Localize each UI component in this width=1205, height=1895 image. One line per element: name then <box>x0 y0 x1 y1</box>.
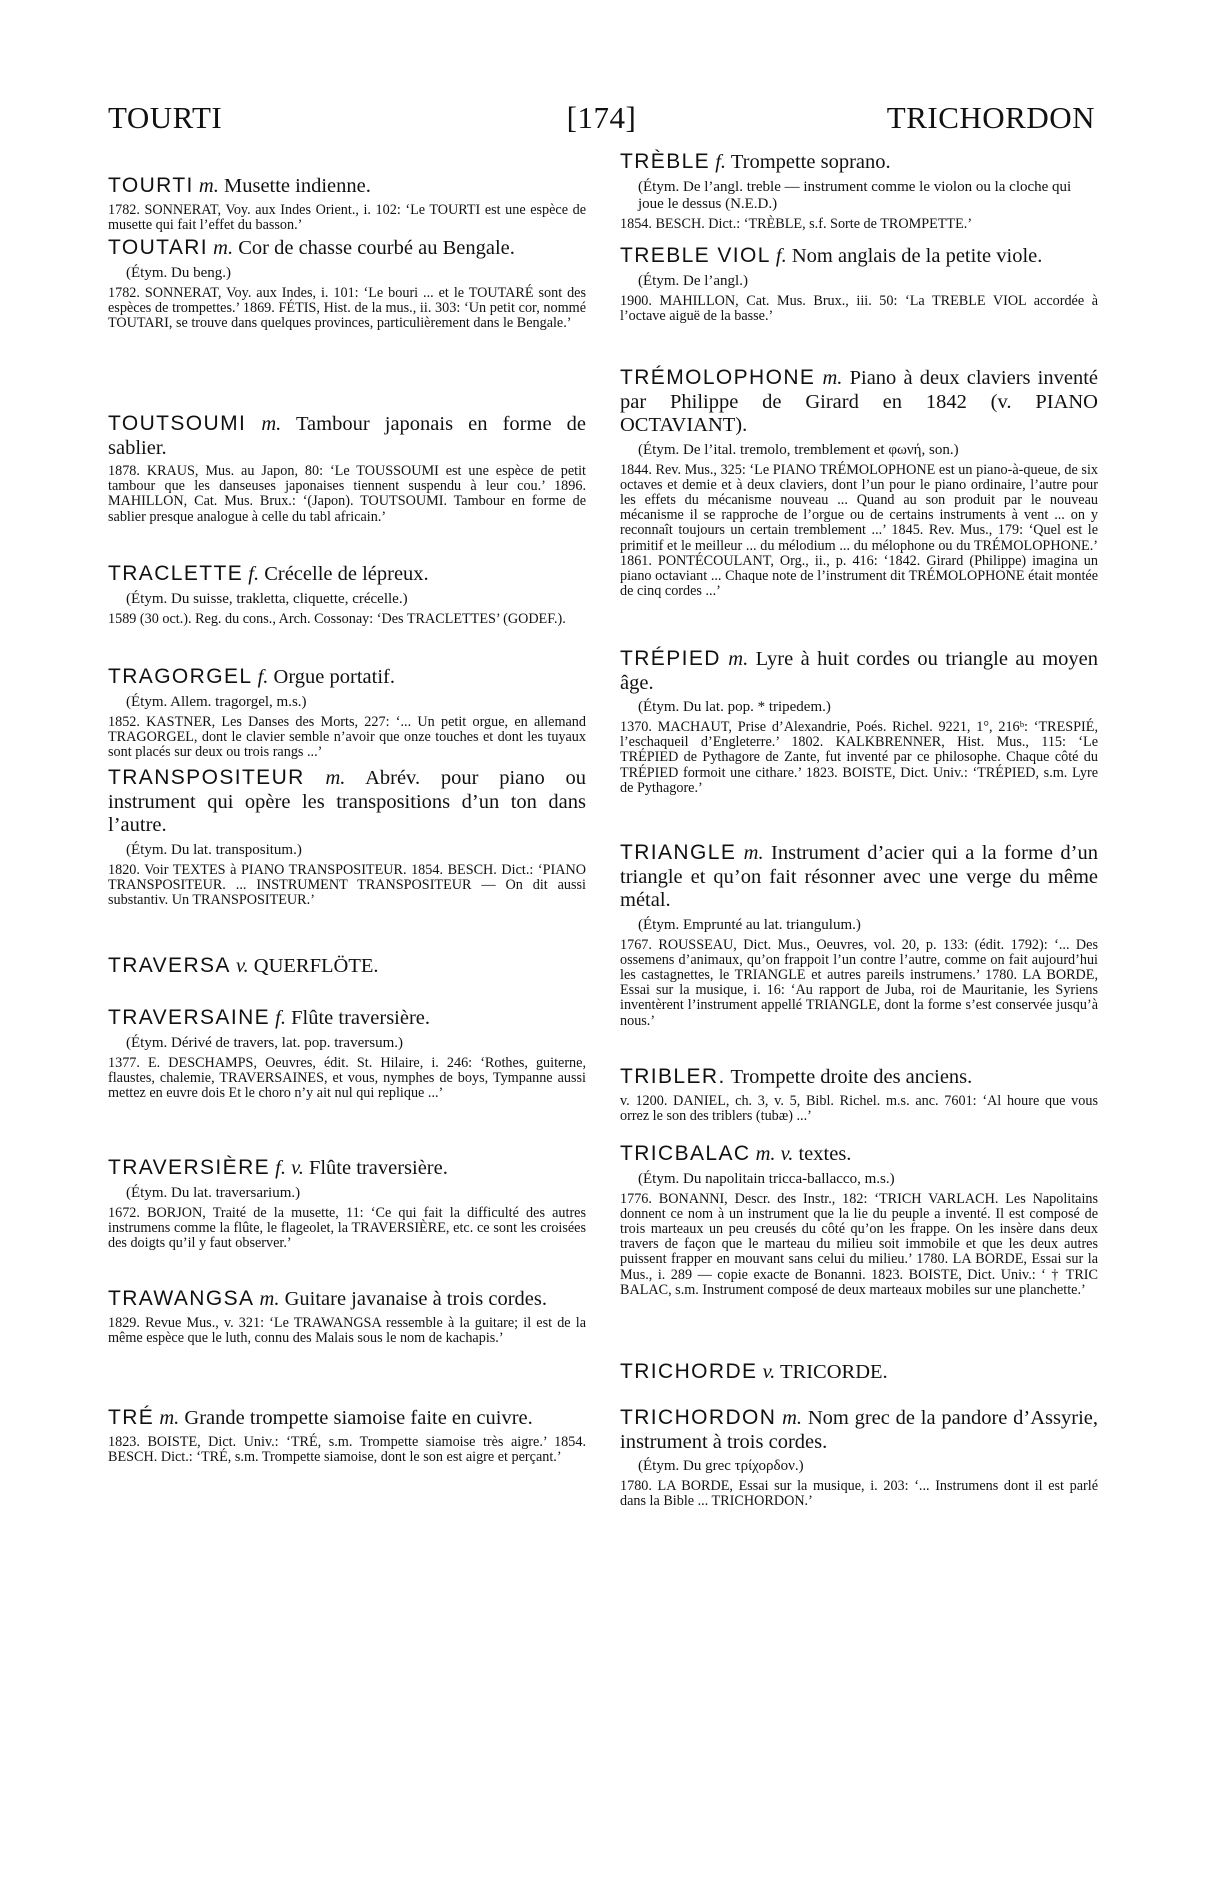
dictionary-entry <box>108 236 586 331</box>
dictionary-entry <box>620 1065 1098 1124</box>
dictionary-entry <box>108 1006 586 1101</box>
headword: TRAVERSAINE <box>108 1006 271 1029</box>
grammatical-label: f. v. <box>275 1157 304 1179</box>
citation: 1854. BESCH. Dict.: ‘TRÈBLE, s.f. Sorte de TROMPETTE.’ <box>620 215 973 232</box>
citation: 1844. Rev. Mus., 325: ‘Le PIANO TRÉMOLOPHONE est un piano-à-queue, de six octaves et demie et à deux claviers, dont l’un pour le piano ordinaire, l’autre pour les effets du mécanisme nouveau ... Quand au son produit par le nouveau mécanisme il se rapproche de l’orgue ou de certains instruments à vent ... on y reconnaît toujours un certain tremblement ...’ 1845. Rev. Mus., 179: ‘Quel est le primitif et le meilleur ... du mélodium ... du mélophone ou du TRÉMOLOPHONE.’ 1861. PONTÉCOULANT, Org., ii., p. 416: ‘1842. Girard (Philippe) imagina un piano octaviant ... Chaque note de l’instrument dit TRÉMOLOPHONE était montée de cinq cordes ...’ <box>620 461 1098 600</box>
definition: Trompette soprano. <box>730 151 891 173</box>
dictionary-entry <box>620 366 1098 599</box>
citation: 1782. SONNERAT, Voy. aux Indes, i. 101: ‘Le bouri ... et le TOUTARÉ sont des espèces de trompettes.’ 1869. FÉTIS, Hist. de la mus., ii. 303: ‘Un petit cor, nommé TOUTARI, se trouve dans quelques provinces, particulièrement dans le Bengale.’ <box>108 284 586 331</box>
etymology: (Étym. Allem. tragorgel, m.s.) <box>126 693 307 710</box>
definition: Crécelle de lépreux. <box>264 563 429 585</box>
headword: TRÉPIED <box>620 647 721 670</box>
entry-heading <box>108 236 586 261</box>
grammatical-label: m. <box>198 175 219 197</box>
entry-heading <box>620 1406 1098 1454</box>
entry-heading <box>108 665 586 690</box>
dictionary-entry <box>108 766 586 908</box>
grammatical-label: v. <box>235 955 249 977</box>
definition: Piano à deux claviers inventé par Philippe de Girard en 1842 (v. PIANO OCTAVIANT). <box>620 367 1099 436</box>
citation: 1370. MACHAUT, Prise d’Alexandrie, Poés. Richel. 9221, 1°, 216ᵇ: ‘TRESPIÉ, l’eschaqueil d’Engleterre.’ 1802. KALKBRENNER, Hist. Mus., 115: ‘Le TRÉPIED de Pythagore de Zante, fut inventé par ce philosophe. Chaque côté du TRÉPIED formoit une cithare.’ 1823. BOISTE, Dict. Univ.: ‘TRÉPIED, s.m. Lyre de Pythagore.’ <box>620 719 1098 796</box>
dictionary-entry <box>620 1406 1098 1509</box>
definition: Nom grec de la pandore d’Assyrie, instrument à trois cordes. <box>620 1407 1098 1453</box>
entry-heading <box>620 150 1098 175</box>
entry-heading <box>108 954 586 979</box>
dictionary-entry <box>620 244 1098 324</box>
etymology: (Étym. Du beng.) <box>126 264 231 281</box>
dictionary-entry <box>620 1360 1098 1385</box>
dictionary-entry <box>108 412 586 525</box>
citation: 1900. MAHILLON, Cat. Mus. Brux., iii. 50: ‘La TREBLE VIOL accordée à l’octave aiguë de la basse.’ <box>620 292 1098 324</box>
citation: 1780. LA BORDE, Essai sur la musique, i. 203: ‘... Instrumens dont il est parlé dans la Bible ... TRICHORDON.’ <box>620 1478 1098 1510</box>
citation: 1829. Revue Mus., v. 321: ‘Le TRAWANGSA ressemble à la guitare; il est de la même espèce que le luth, connu des Malais sous le nom de kachapis.’ <box>108 1314 586 1346</box>
headword: TRANSPOSITEUR <box>108 766 305 789</box>
grammatical-label: m. <box>259 1288 280 1310</box>
definition: QUERFLÖTE. <box>253 955 379 977</box>
entry-heading <box>620 244 1098 269</box>
definition: Cor de chasse courbé au Bengale. <box>238 237 515 259</box>
dictionary-entry <box>620 1142 1098 1298</box>
entry-heading <box>620 1360 1098 1385</box>
citation: v. 1200. DANIEL, ch. 3, v. 5, Bibl. Richel. m.s. anc. 7601: ‘Al houre que vous orrez le son des triblers (tubæ) ...’ <box>620 1092 1098 1124</box>
entry-heading <box>620 366 1098 438</box>
definition: Lyre à huit cordes ou triangle au moyen âge. <box>620 648 1098 694</box>
headword: TRAGORGEL <box>108 665 253 688</box>
definition: Guitare javanaise à trois cordes. <box>284 1288 547 1310</box>
entry-heading <box>108 562 586 587</box>
grammatical-label: f. <box>715 151 727 173</box>
entry-heading <box>620 1065 1098 1090</box>
etymology: (Étym. De l’angl.) <box>638 272 748 289</box>
definition: TRICORDE. <box>780 1361 888 1383</box>
grammatical-label: f. <box>775 245 787 267</box>
citation: 1852. KASTNER, Les Danses des Morts, 227: ‘... Un petit orgue, en allemand TRAGORGEL, dont le clavier semble n’avoir que onze touches et dont les tuyaux sont placés sur deux ou trois rangs ...’ <box>108 713 586 760</box>
etymology: (Étym. Du lat. transpositum.) <box>126 841 302 858</box>
grammatical-label: m. <box>325 767 346 789</box>
etymology: (Étym. Dérivé de travers, lat. pop. traversum.) <box>126 1034 403 1051</box>
entry-heading <box>108 412 586 460</box>
headword: TOURTI <box>108 174 194 197</box>
entry-heading <box>108 1287 586 1312</box>
grammatical-label: m. <box>782 1407 803 1429</box>
running-head <box>108 100 1095 144</box>
headword: TRACLETTE <box>108 562 244 585</box>
grammatical-label: f. <box>275 1007 286 1029</box>
grammatical-label: m. <box>743 842 764 864</box>
headword: TOUTARI <box>108 236 209 259</box>
headword: TRÈBLE <box>620 150 711 173</box>
citation: 1823. BOISTE, Dict. Univ.: ‘TRÉ, s.m. Trompette siamoise très aigre.’ 1854. BESCH. Dict.: ‘TRÉ, s.m. Trompette siamoise, dont le son est aigre et perçant.’ <box>108 1433 586 1465</box>
headword: TRICHORDON <box>620 1406 777 1429</box>
etymology: (Étym. Du grec τρίχορδον.) <box>638 1458 804 1474</box>
headword: TRAVERSIÈRE <box>108 1156 271 1179</box>
citation: 1377. E. DESCHAMPS, Oeuvres, édit. St. Hilaire, i. 246: ‘Rothes, guiterne, flaustes, chalemie, TRAVERSAINES, et vous, nymphes de boys, Tympanne aussi mettez en euvre dois Et le choro n’y ait nul qui replique ...’ <box>108 1054 586 1101</box>
grammatical-label: m. <box>822 367 843 389</box>
etymology: (Étym. Emprunté au lat. triangulum.) <box>638 916 861 933</box>
dictionary-entry <box>108 1287 586 1346</box>
grammatical-label: m. <box>213 237 234 259</box>
dictionary-entry <box>108 1406 586 1465</box>
etymology: (Étym. De l’angl. treble — instrument comme le violon ou la cloche qui joue le dessus (N.E.D.) <box>638 178 1072 212</box>
headword: TREBLE VIOL <box>620 244 771 267</box>
definition: Flûte traversière. <box>308 1157 448 1179</box>
etymology: (Étym. Du suisse, trakletta, cliquette, crécelle.) <box>126 590 408 607</box>
definition: textes. <box>798 1143 852 1165</box>
headword: TRÉMOLOPHONE <box>620 366 816 389</box>
running-head-left: TOURTI <box>108 100 223 135</box>
grammatical-label: m. <box>159 1407 180 1429</box>
citation: 1767. ROUSSEAU, Dict. Mus., Oeuvres, vol. 20, p. 133: (édit. 1792): ‘... Des ossemens d’animaux, qu’on frappoit l’un contre l’autre, comme on fait aujourd’hui les castagnettes, le TRIANGLE et autres pareils instrumens.’ 1780. LA BORDE, Essai sur la musique, i. 16: ‘Au rapport de Juba, roi de Mauritanie, les Syriens inventèrent l’instrument appellé TRIANGLE, dont la forme s’est conservée jusqu’à nous.’ <box>620 936 1098 1029</box>
definition: Orgue portatif. <box>273 666 395 688</box>
headword: TRICHORDE <box>620 1360 758 1383</box>
etymology: (Étym. Du napolitain tricca-ballacco, m.s.) <box>638 1170 895 1187</box>
definition: Tambour japonais en forme de sablier. <box>108 413 586 459</box>
definition: Musette indienne. <box>223 175 371 197</box>
definition: Abrév. pour piano ou instrument qui opère les transpositions d’un ton dans l’autre. <box>108 767 587 836</box>
headword: TRAWANGSA <box>108 1287 255 1310</box>
headword: TOUTSOUMI <box>108 412 247 435</box>
entry-heading <box>108 766 586 838</box>
definition: Instrument d’acier qui a la forme d’un triangle et qu’on fait résonner avec une verge du même métal. <box>620 842 1098 911</box>
headword: TRAVERSA <box>108 954 231 977</box>
etymology: (Étym. Du lat. traversarium.) <box>126 1184 301 1201</box>
definition: Flûte traversière. <box>291 1007 431 1029</box>
definition: Nom anglais de la petite viole. <box>791 245 1043 267</box>
dictionary-entry <box>620 647 1098 796</box>
headword: TRIBLER. <box>620 1065 726 1088</box>
definition: Grande trompette siamoise faite en cuivre. <box>184 1407 533 1429</box>
headword: TRICBALAC <box>620 1142 751 1165</box>
entry-heading <box>620 1142 1098 1167</box>
dictionary-entry <box>620 150 1098 232</box>
etymology: (Étym. De l’ital. tremolo, tremblement et φωνή, son.) <box>638 441 959 458</box>
headword: TRIANGLE <box>620 841 737 864</box>
citation: 1820. Voir TEXTES à PIANO TRANSPOSITEUR. 1854. BESCH. Dict.: ‘PIANO TRANSPOSITEUR. ... INSTRUMENT TRANSPOSITEUR — On dit aussi substantiv. Un TRANSPOSITEUR.’ <box>108 861 586 908</box>
entry-heading <box>108 174 586 199</box>
entry-heading <box>108 1406 586 1431</box>
grammatical-label: m. v. <box>755 1143 794 1165</box>
dictionary-entry <box>620 841 1098 1029</box>
grammatical-label: f. <box>257 666 269 688</box>
entry-heading <box>108 1006 586 1031</box>
citation: 1672. BORJON, Traité de la musette, 11: ‘Ce qui fait la difficulté des autres instrumens comme la flûte, le flageolet, la TRAVERSIÈRE, etc. ce sont les croisées des doigts qu’il y faut observer.’ <box>108 1204 586 1251</box>
citation: 1782. SONNERAT, Voy. aux Indes Orient., i. 102: ‘Le TOURTI est une espèce de musette qui fait l’effet du basson.’ <box>108 201 586 233</box>
citation: 1878. KRAUS, Mus. au Japon, 80: ‘Le TOUSSOUMI est une espèce de petit tambour que les danseuses japonaises tiennent suspendu à leur cou.’ 1896. MAHILLON, Cat. Mus. Brux.: ‘(Japon). TOUTSOUMI. Tambour en forme de sablier presque analogue à celle du tabl africain.’ <box>108 463 586 525</box>
running-head-right: TRICHORDON <box>886 100 1095 135</box>
dictionary-entry <box>108 174 586 233</box>
dictionary-entry <box>108 1156 586 1251</box>
page-number: [174] <box>566 100 637 135</box>
grammatical-label: m. <box>728 648 749 670</box>
dictionary-entry <box>108 954 586 979</box>
grammatical-label: m. <box>261 413 282 435</box>
entry-heading <box>620 841 1098 913</box>
dictionary-entry <box>108 562 586 627</box>
dictionary-entry <box>108 665 586 760</box>
headword: TRÉ <box>108 1406 155 1429</box>
citation: 1776. BONANNI, Descr. des Instr., 182: ‘TRICH VARLACH. Les Napolitains donnent ce nom à un instrument que la lie du peuple a inventé. Il est composé de trois marteaux un peu creusés du côté qu’on les frappe. On les insère dans deux travers de façon que le marteau du milieu soit immobile et que les deux autres puissent frapper en mouvant sans celui du milieu.’ 1780. LA BORDE, Essai sur la Mus., i. 289 — copie exacte de Bonanni. 1823. BOISTE, Dict. Univ.: ‘ † TRIC BALAC, s.m. Instrument composé de deux marteaux mobiles sur une planchette.’ <box>620 1190 1098 1298</box>
entry-heading <box>108 1156 586 1181</box>
citation: 1589 (30 oct.). Reg. du cons., Arch. Cossonay: ‘Des TRACLETTES’ (GODEF.). <box>108 610 566 627</box>
etymology: (Étym. Du lat. pop. * tripedem.) <box>638 699 831 715</box>
grammatical-label: v. <box>762 1361 776 1383</box>
definition: Trompette droite des anciens. <box>730 1066 973 1088</box>
entry-heading <box>620 647 1098 695</box>
grammatical-label: f. <box>248 563 260 585</box>
